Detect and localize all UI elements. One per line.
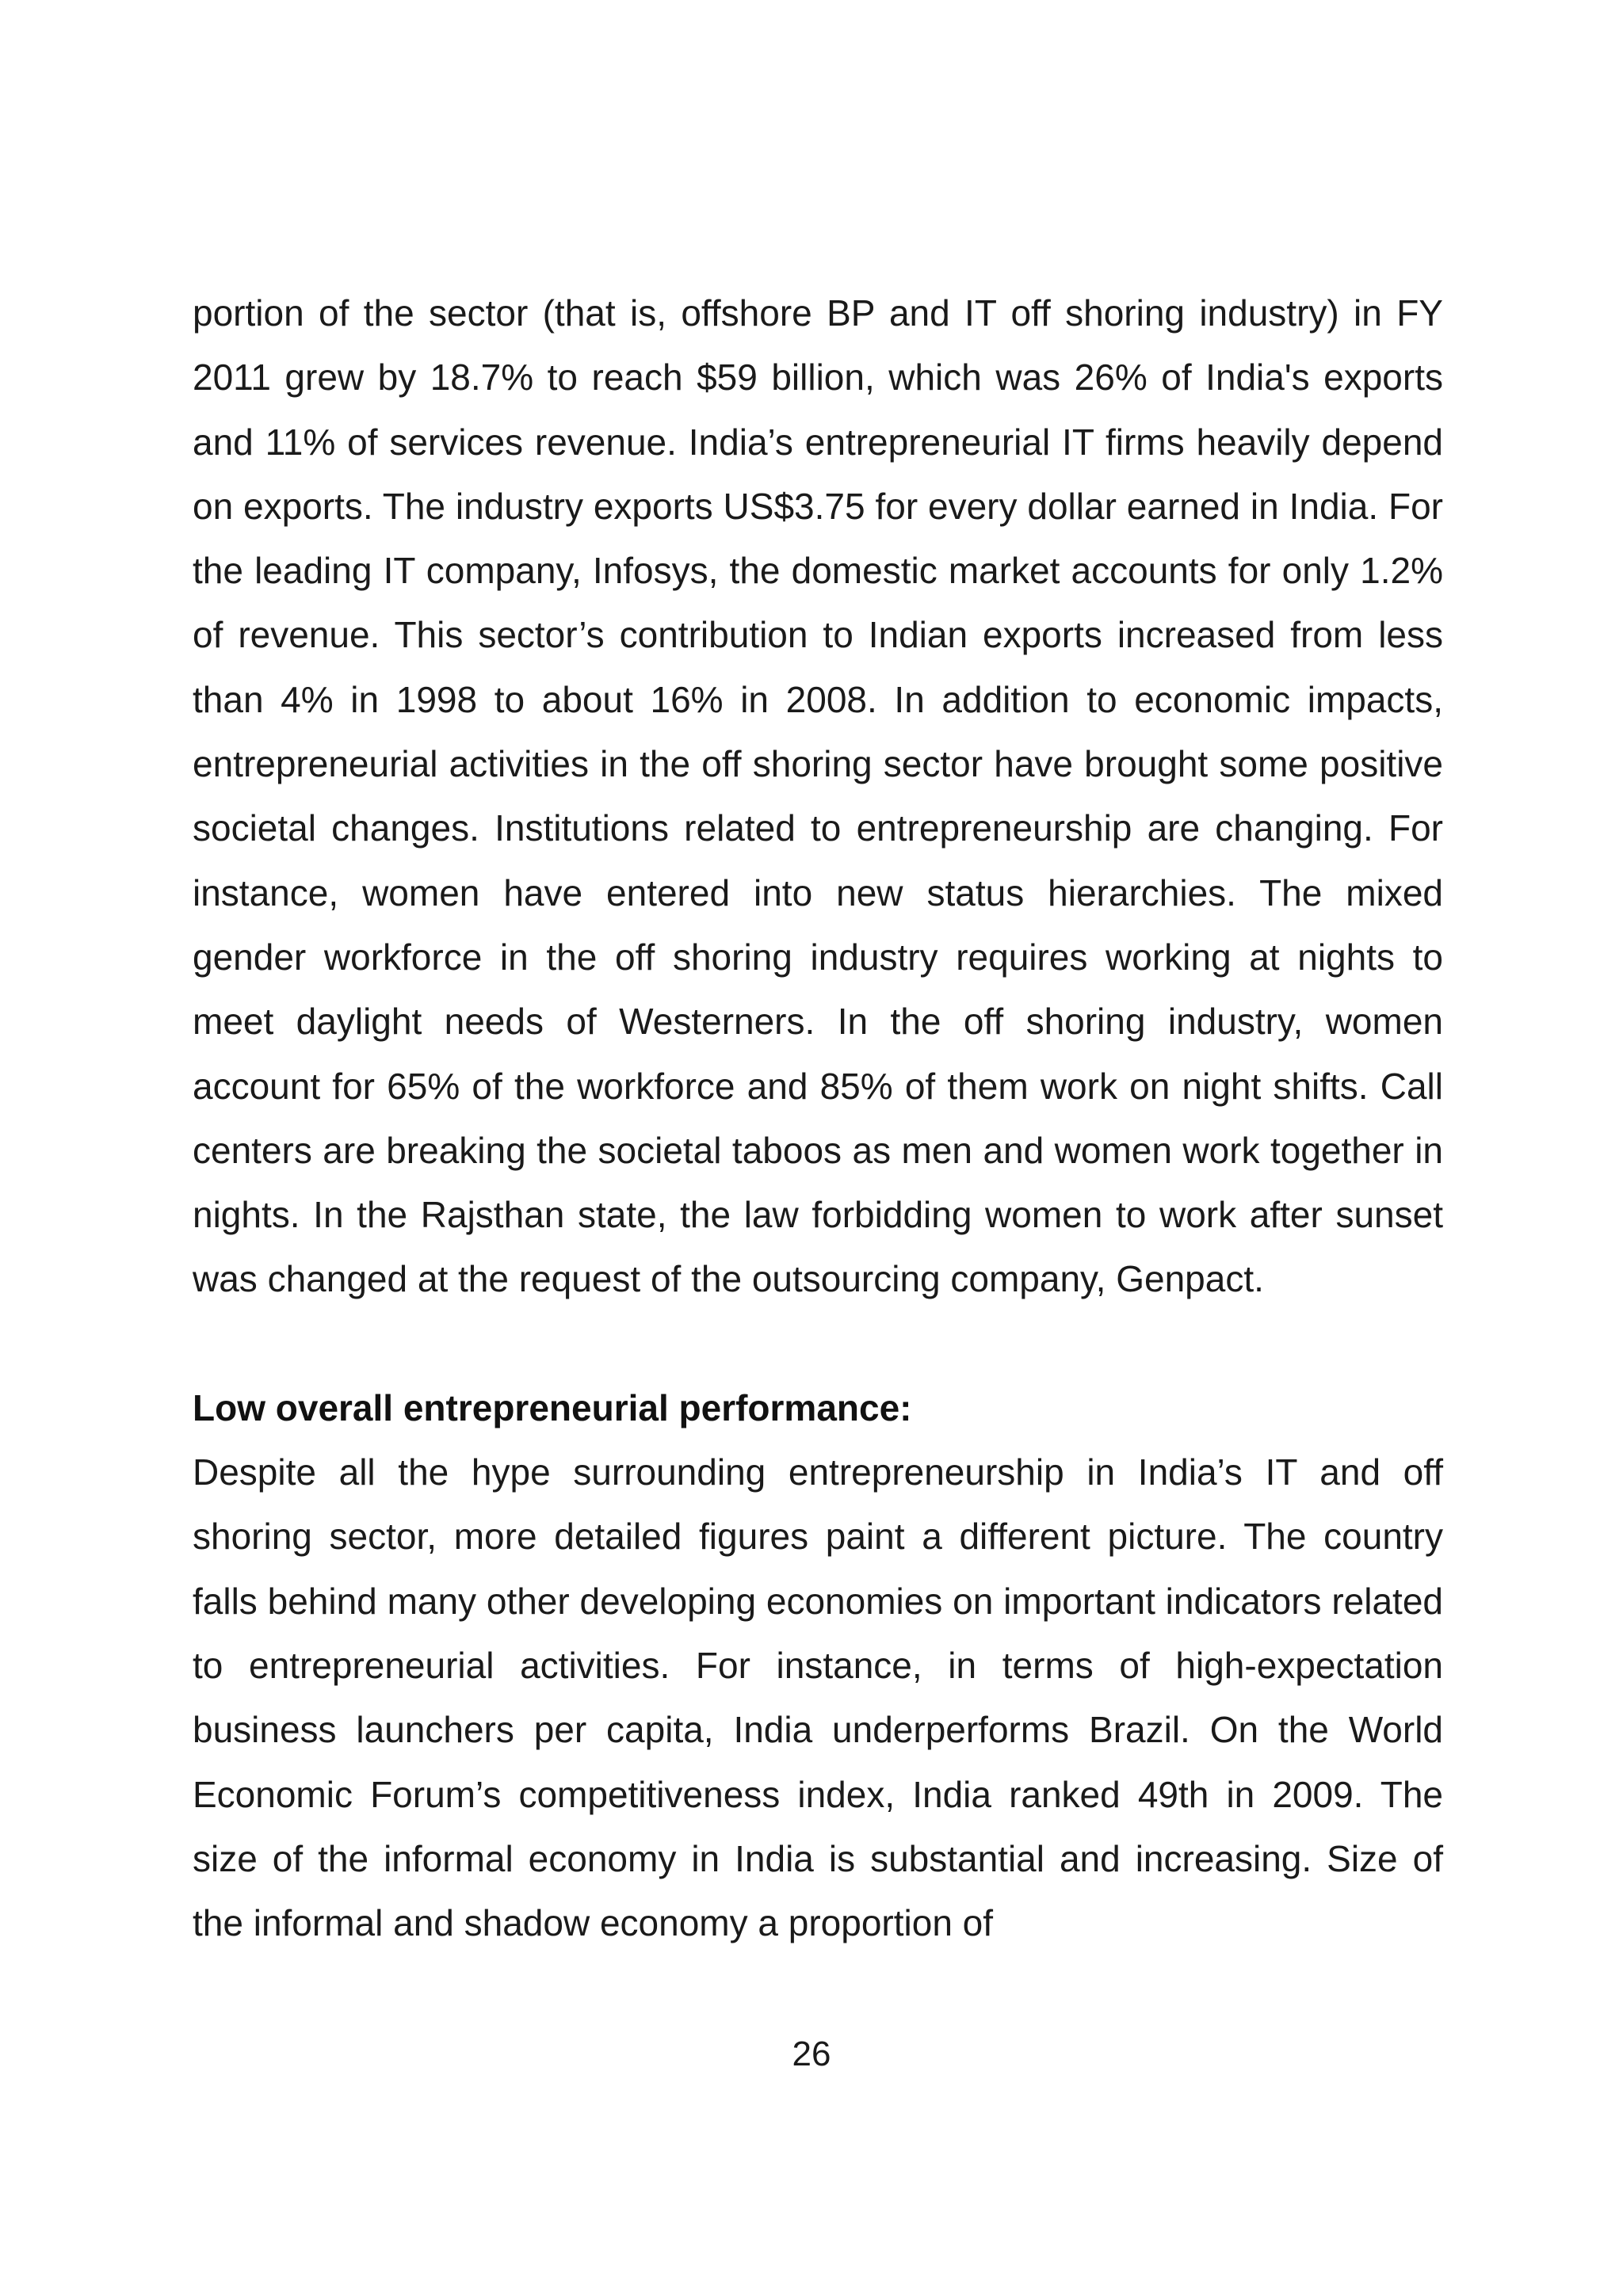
paragraph-entrepreneurial-performance: Despite all the hype surrounding entrepreneurship in India’s IT and off shoring sector, more detailed figures paint a different picture. The country falls behind many other developing economies on important indicators related to entrepreneurial activities. For instance, in terms of high-expectation business launchers per capita, India underperforms Brazil. On the World Economic Forum’s competitiveness index, India ranked 49th in 2009. The size of the informal economy in India is substantial and increasing. Size of the informal and shadow economy a proportion of — [193, 1451, 1443, 1944]
paragraph-spacer — [193, 1312, 1443, 1376]
paragraph-offshoring-sector: portion of the sector (that is, offshore BP and IT off shoring industry) in FY 2011 grew by 18.7% to reach $59 billion, which was 26% of India's exports and 11% of services revenue. India’s entrepreneurial IT firms heavily depend on exports. The industry exports US$3.75 for every dollar earned in India. For the leading IT company, Infosys, the domestic market accounts for only 1.2% of revenue. This sector’s contribution to Indian exports increased from less than 4% in 1998 to about 16% in 2008. In addition to economic impacts, entrepreneurial activities in the off shoring sector have brought some positive societal changes. Institutions related to entrepreneurship are changing. For instance, women have entered into new status hierarchies. The mixed gender workforce in the off shoring industry requires working at nights to meet daylight needs of Westerners. In the off shoring industry, women account for 65% of the workforce and 85% of them work on night shifts. Call centers are breaking the societal taboos as men and women work together in nights. In the Rajsthan state, the law forbidding women to work after sunset was changed at the request of the outsourcing company, Genpact. — [193, 292, 1443, 1300]
page-number: 26 — [792, 2035, 831, 2073]
section-heading: Low overall entrepreneurial performance: — [193, 1386, 912, 1428]
page-body — [193, 281, 1443, 1955]
